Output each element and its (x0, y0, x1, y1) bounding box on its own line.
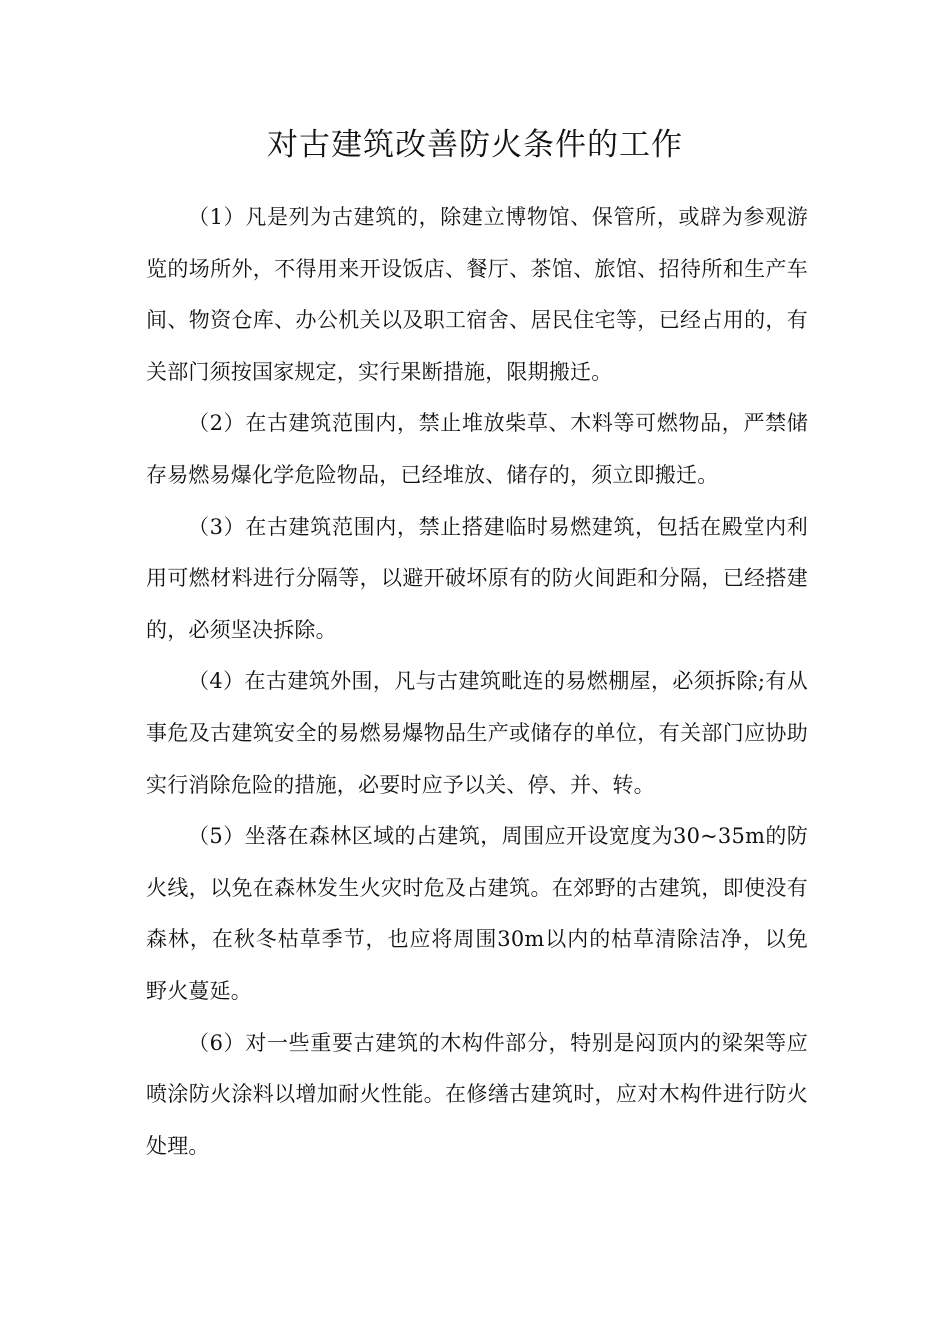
document-body (146, 192, 808, 1172)
paragraph-4: （4）在古建筑外围，凡与古建筑毗连的易燃棚屋，必须拆除;有从事危及古建筑安全的易燃易爆物品生产或储存的单位，有关部门应协助实行消除危险的措施，必要时应予以关、停、并、转。 (146, 669, 808, 797)
paragraph-6: （6）对一些重要古建筑的木构件部分，特别是闷顶内的梁架等应喷涂防火涂料以增加耐火性能。在修缮古建筑时，应对木构件进行防火处理。 (146, 1030, 808, 1158)
paragraph-2: （2）在古建筑范围内，禁止堆放柴草、木料等可燃物品，严禁储存易燃易爆化学危险物品，已经堆放、储存的，须立即搬迁。 (146, 411, 808, 487)
paragraph-3: （3）在古建筑范围内，禁止搭建临时易燃建筑，包括在殿堂内利用可燃材料进行分隔等，以避开破坏原有的防火间距和分隔，已经搭建的，必须坚决拆除。 (146, 514, 808, 642)
document-title: 对古建筑改善防火条件的工作 (267, 127, 683, 163)
paragraph-1: （1）凡是列为古建筑的，除建立博物馆、保管所，或辟为参观游览的场所外，不得用来开设饭店、餐厅、茶馆、旅馆、招待所和生产车间、物资仓库、办公机关以及职工宿舍、居民住宅等，已经占用的，有关部门须按国家规定，实行果断措施，限期搬迁。 (146, 205, 808, 384)
paragraph-5: （5）坐落在森林区域的占建筑，周围应开设宽度为30~35m的防火线，以免在森林发生火灾时危及占建筑。在郊野的古建筑，即使没有森林，在秋冬枯草季节，也应将周围30m以内的枯草清除洁净，以免野火蔓延。 (146, 824, 808, 1003)
